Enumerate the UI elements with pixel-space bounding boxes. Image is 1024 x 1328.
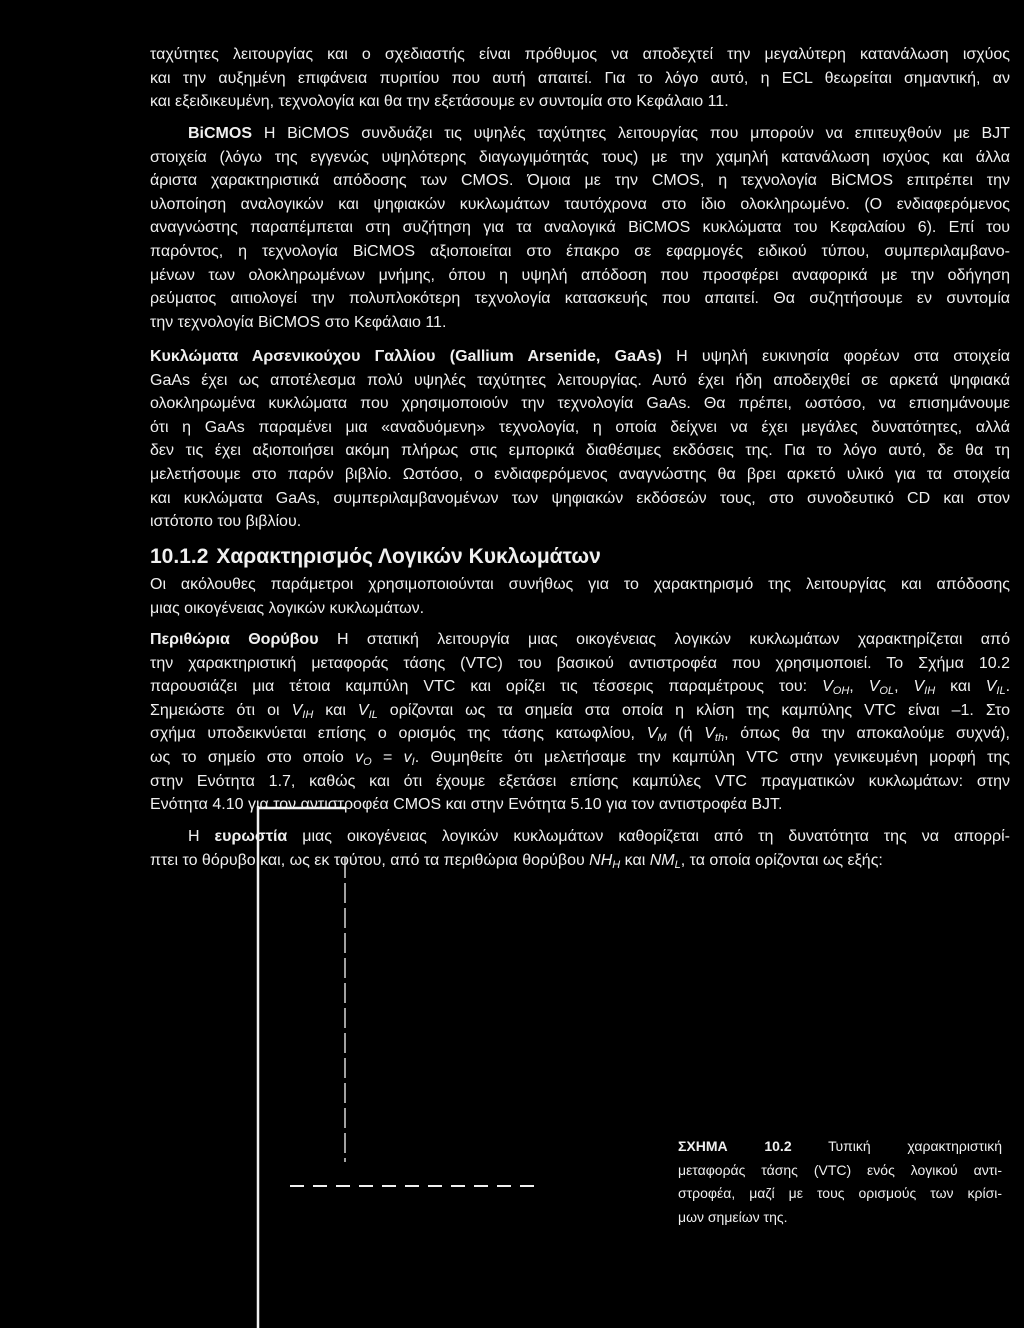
- text-run: πτει το θόρυβο και, ως εκ τούτου, από τα περιθώρια θορύβου: [150, 851, 590, 869]
- voltage-subscript: M: [657, 732, 667, 745]
- paragraph-section-intro: [150, 573, 1010, 620]
- paragraph-heading: Περιθώρια Θορύβου: [150, 631, 319, 648]
- text-run: , όπως θα την αποκαλούμε συχνά),: [724, 725, 1011, 743]
- text-run: Η BiCMOS συνδυάζει τις υψηλές ταχύτητες λειτουργίας που μπορούν να επιτευχθούν με BJT: [263, 125, 1010, 142]
- section-title: Χαρακτηρισμός Λογικών Κυκλωμάτων: [216, 545, 601, 568]
- text-line: ταχύτητες λειτουργίας και ο σχεδιαστής είναι πρόθυμος να αποδεχτεί την μεγαλύτερη κατανάλωση ισχύος: [150, 46, 1010, 63]
- paragraph-bicmos: [150, 122, 1010, 334]
- voltage-subscript: OH: [832, 685, 850, 698]
- text-run: Σημειώστε ότι οι: [150, 701, 292, 719]
- text-run: ,: [894, 678, 914, 696]
- figure-label: ΣΧΗΜΑ 10.2: [678, 1138, 792, 1154]
- caption-text: Τυπική χαρακτηριστική: [828, 1138, 1002, 1154]
- caption-line: [678, 1135, 1002, 1159]
- margin-symbol: NH: [589, 851, 613, 869]
- text-line: ρεύματος αιτιολογεί την πολυπλοκότερη τεχνολογία κατασκευής που απαιτεί. Θα συζητήσουμε εν συντομία: [150, 290, 1010, 308]
- voltage-subscript: O: [363, 755, 372, 768]
- text-run: (ή: [666, 725, 705, 743]
- voltage-symbol: V: [357, 701, 369, 719]
- voltage-symbol: V: [985, 678, 997, 696]
- text-line: Ενότητα 4.10 για τον αντιστροφέα CMOS και στην Ενότητα 5.10 για τον αντιστροφέα BJT.: [150, 796, 783, 814]
- text-line: [150, 628, 1010, 652]
- text-line: την χαρακτηριστική μεταφοράς τάσης (VTC) του βασικού αντιστροφέα που χρησιμοποιεί. Το Σχήμα 10.2: [150, 654, 1010, 672]
- text-run: και: [313, 701, 358, 719]
- text-line: [150, 849, 1010, 873]
- margin-subscript: L: [674, 858, 681, 871]
- paragraph-gaas: [150, 345, 1010, 534]
- text-line: και κυκλώματα GaAs, συμπεριλαμβανομένων των ψηφιακών εκδόσεών τους, στο συνοδευτικό CD και στον: [150, 489, 1010, 507]
- text-run: και: [620, 851, 650, 869]
- margin-symbol: NM: [649, 851, 675, 869]
- text-run: , τα οποία ορίζονται ως εξής:: [680, 851, 883, 869]
- text-run: ως το σημείο στο οποίο: [150, 748, 356, 766]
- voltage-symbol: V: [704, 725, 715, 743]
- text-line: άριστα χαρακτηριστικά απόδοσης των CMOS. Όμοια με την CMOS, η τεχνολογία BiCMOS επιτρέπει την: [150, 172, 1010, 190]
- caption-line: στροφέα, μαζί με τους ορισμούς των κρίσι-: [678, 1185, 1002, 1201]
- voltage-symbol: v: [403, 748, 412, 766]
- paragraph-intro: [150, 43, 1010, 114]
- voltage-subscript: IH: [302, 708, 314, 721]
- voltage-subscript: I: [411, 755, 415, 768]
- text-line: στοιχεία (λόγω της εγγενώς υψηλότερης διαγωγιμότητάς τους) με την χαμηλή κατανάλωση ισχύος και άλλα: [150, 148, 1010, 166]
- text-line: και εξειδικευμένη, τεχνολογία και θα την εξετάσουμε εν συντομία στο Κεφάλαιο 11.: [150, 93, 729, 111]
- text-line: ιστότοπο του βιβλίου.: [150, 513, 302, 531]
- voltage-subscript: IL: [368, 708, 378, 721]
- text-run: Η στατική λειτουργία μιας οικογένειας λογικών κυκλωμάτων χαρακτηρίζεται από: [336, 631, 1010, 648]
- text-line: αναγνώστης παραπέμπεται στη συζήτηση για τα αναλογικά BiCMOS κυκλώματα του Κεφαλαίου 6). Επί του: [150, 219, 1010, 237]
- emphasized-term: ευρωστία: [214, 828, 288, 845]
- text-line: Οι ακόλουθες παράμετροι χρησιμοποιούνται συνήθως για το χαρακτηρισμό της λειτουργίας και απόδοσης: [150, 576, 1010, 593]
- text-run: Η υψηλή ευκινησία φορέων στα στοιχεία: [676, 348, 1011, 365]
- text-line: δεν τις έχει αξιοποιήσει ακόμη πλήρως στις εμπορικά διαθέσιμες εκδόσεις της. Για το λόγο αυτό, δε θα τη: [150, 442, 1010, 460]
- text-line: παρόντος, η τεχνολογία BiCMOS αξιοποιείται στο έπακρο σε εφαρμογές ειδικού τύπου, συμπεριλαμβανο-: [150, 242, 1010, 260]
- text-line: GaAs έχει ως αποτέλεσμα πολύ υψηλές ταχύτητες λειτουργίας. Αυτό έχει ήδη αποδειχθεί σε αρκετά ψηφιακά: [150, 371, 1010, 389]
- text-run: και: [935, 678, 986, 696]
- voltage-subscript: IH: [924, 685, 936, 698]
- text-line: [150, 122, 1010, 146]
- figure-caption: [678, 1135, 1002, 1229]
- paragraph-heading: BiCMOS: [188, 125, 252, 142]
- caption-line: μων σημείων της.: [678, 1208, 788, 1225]
- text-line: [150, 699, 1010, 723]
- paragraph-heading: Κυκλώματα Αρσενικούχου Γαλλίου (Gallium Arsenide, GaAs): [150, 348, 662, 365]
- voltage-symbol: V: [913, 678, 925, 696]
- text-line: [150, 345, 1010, 369]
- text-run: μιας οικογένειας λογικών κυκλωμάτων καθορίζεται από τη δυνατότητα της να απορρί-: [287, 828, 1010, 845]
- text-line: μένων των ολοκληρωμένων μνήμης, όπου η υψηλή απόδοση που προσφέρει αναφορικά με την οδήγηση: [150, 266, 1010, 284]
- text-line: ότι η GaAs παραμένει μια «αναδυόμενη» τεχνολογία, η οποία δείχνει να έχει μεγάλες δυνατότητες, αλλά: [150, 418, 1010, 436]
- voltage-subscript: th: [714, 732, 725, 745]
- text-line: μελετήσουμε στο παρόν βιβλίο. Ωστόσο, ο ενδιαφερόμενος αναγνώστης θα βρει αρκετό υλικό για τα στοιχεία: [150, 465, 1010, 483]
- text-run: =: [371, 748, 404, 766]
- text-run: Η: [188, 828, 215, 845]
- section-heading: [150, 544, 601, 570]
- text-line: μιας οικογένειας λογικών κυκλωμάτων.: [150, 599, 425, 617]
- text-line: και την αυξημένη επιφάνεια πυριτίου που αυτή απαιτεί. Για το λόγο αυτό, η ECL θεωρείται σημαντική, αν: [150, 69, 1010, 87]
- text-line: ολοκληρωμένα κυκλώματα που χρησιμοποιούν την τεχνολογία GaAs. Θα πρέπει, ωστόσο, να επισημάνουμε: [150, 395, 1010, 413]
- text-line: [150, 825, 1010, 849]
- caption-line: μεταφοράς τάσης (VTC) ενός λογικού αντι-: [678, 1161, 1002, 1178]
- text-line: [150, 746, 1010, 770]
- voltage-symbol: V: [646, 725, 658, 743]
- voltage-subscript: IL: [996, 685, 1006, 698]
- voltage-symbol: V: [291, 701, 303, 719]
- text-run: ορίζονται ως τα σημεία στα οποία η κλίση της καμπύλης VTC είναι –1. Στο: [377, 701, 1010, 719]
- paragraph-noise-margins: [150, 628, 1010, 817]
- text-line: την τεχνολογία BiCMOS στο Κεφάλαιο 11.: [150, 313, 447, 331]
- text-line: στην Ενότητα 1.7, καθώς και ότι έχουμε εξετάσει επίσης καμπύλες VTC πραγματικών κυκλωμάτων: στην: [150, 772, 1011, 790]
- text-line: [150, 675, 1010, 699]
- voltage-symbol: v: [355, 748, 364, 766]
- paragraph-robustness: [150, 825, 1010, 872]
- text-run: . Θυμηθείτε ότι μελετήσαμε την καμπύλη VTC στην γενικευμένη μορφή της: [414, 748, 1011, 766]
- margin-subscript: H: [612, 858, 621, 871]
- voltage-symbol: V: [822, 678, 833, 696]
- text-run: .: [1005, 678, 1011, 696]
- section-number: 10.1.2: [150, 545, 209, 568]
- text-run: σχήμα υποδεικνύεται επίσης ο ορισμός της τάσης κατωφλίου,: [150, 725, 647, 743]
- voltage-subscript: OL: [879, 685, 895, 698]
- text-run: παρουσιάζει μια τέτοια καμπύλη VTC και ορίζει τις τέσσερις παραμέτρους του:: [150, 678, 823, 696]
- text-run: ,: [849, 678, 869, 696]
- text-line: [150, 722, 1010, 746]
- voltage-symbol: V: [868, 678, 880, 696]
- text-line: υλοποίηση αναλογικών και ψηφιακών κυκλωμάτων ταυτόχρονα στο ίδιο ολοκληρωμένο. (Ο ενδιαφερόμενος: [150, 195, 1010, 213]
